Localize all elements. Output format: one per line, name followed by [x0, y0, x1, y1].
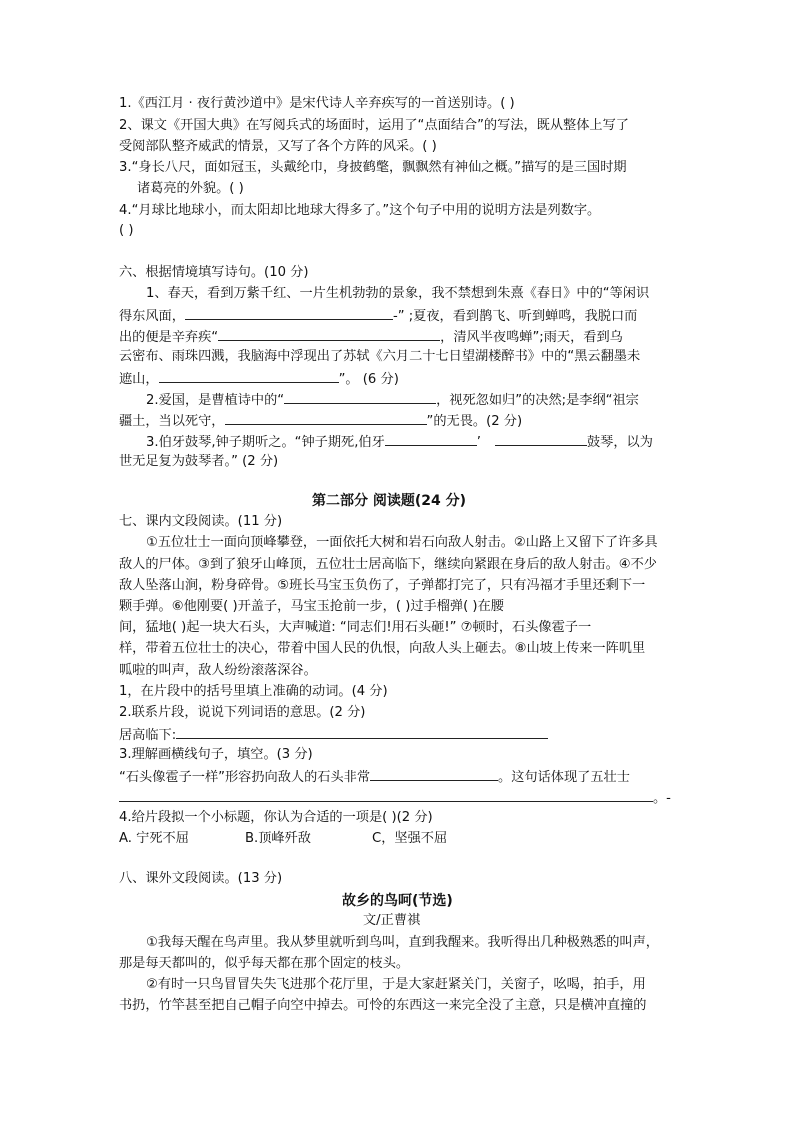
sec7-passage-line2: 敌人的尸体。③到了狼牙山峰顶，五位壮士居高临下，继续向紧跟在身后的敌人射击。④不少: [119, 557, 657, 572]
sec7-question2: 2.联系片段，说说下列词语的意思。(2 分): [119, 705, 366, 720]
section7-heading: 七、课内文段阅读。(11 分): [119, 514, 283, 529]
sec6-p1-line5: 遮山， ”。 (6 分): [119, 368, 399, 390]
sec7-question4: 4.给片段拟一个小标题，你认为合适的一项是( )(2 分): [119, 810, 433, 825]
sec7-passage-line4: 颗手弹。⑥他刚要( )开盖子，马宝玉抢前一步，( )过手榴弹( )在腰: [119, 599, 504, 614]
article-author: 文/正曹祺: [363, 913, 421, 928]
answer-blank[interactable]: [495, 431, 587, 446]
option-a[interactable]: A. 宁死不屈: [119, 831, 189, 846]
article-title: 故乡的鸟呵(节选): [342, 893, 453, 909]
article-line1: ①我每天醒在鸟声里。我从梦里就听到鸟叫，直到我醒来。我听得出几种极熟悉的叫声，: [146, 935, 659, 950]
article-line3: ②有时一只鸟冒冒失失飞进那个花厅里，于是大家赶紧关门，关窗子，吆喝，拍手，用: [146, 977, 646, 992]
answer-blank[interactable]: [370, 766, 498, 781]
judge-q4-line1: 4.“月球比地球小，而太阳却比地球大得多了。”这个句子中用的说明方法是列数字。: [119, 203, 601, 218]
sec7-passage-line3: 敌人坠落山涧，粉身碎骨。⑤班长马宝玉负伤了，子弹都打完了，只有冯福才手里还剩下一: [119, 578, 646, 593]
answer-blank[interactable]: [159, 368, 339, 383]
sec7-q2-word: 居高临下:: [119, 724, 548, 746]
part2-title: 第二部分 阅读题(24 分): [312, 493, 467, 509]
sec6-p1-line2: 得东风面， -” ;夏夜，看到鹊飞、听到蝉鸣，我脱口而: [119, 305, 637, 327]
option-c[interactable]: C，坚强不屈: [372, 831, 448, 846]
judge-q3-line2: 诸葛亮的外貌。( ): [137, 181, 244, 196]
judge-q2-line1: 2、课文《开国大典》在写阅兵式的场面时，运用了“点面结合”的写法，既从整体上写了: [119, 118, 629, 133]
sec6-p1-line1: 1、春天，看到万紫千红、一片生机勃勃的景象，我不禁想到朱熹《春日》中的“等闲识: [146, 286, 650, 301]
answer-blank[interactable]: [385, 431, 477, 446]
section6-heading: 六、根据情境填写诗句。(10 分): [119, 265, 309, 280]
sec7-passage-line6: 样，带着五位壮士的决心，带着中国人民的仇恨，向敌人头上砸去。⑧山坡上传来一阵叽里: [119, 641, 646, 656]
sec6-p2-line1: 2.爱国，是曹植诗中的“ ，视死忽如归”的决然;是李纲“祖宗: [146, 389, 639, 411]
article-line2: 那是每天都叫的，似乎每天都在那个固定的枝头。: [119, 956, 410, 971]
answer-blank[interactable]: [176, 724, 548, 739]
answer-blank[interactable]: [185, 305, 393, 320]
sec7-passage-line7: 呱啦的叫声，敌人纷纷滚落深谷。: [119, 663, 317, 678]
section8-heading: 八、课外文段阅读。(13 分): [119, 871, 283, 886]
judge-q4-line2: ( ): [119, 223, 134, 238]
sec7-passage-line1: ①五位壮士一面向顶峰攀登，一面依托大树和岩石向敌人射击。②山路上又留下了许多具: [146, 535, 658, 550]
answer-blank[interactable]: [218, 326, 440, 341]
sec7-question1: 1，在片段中的括号里填上准确的动词。(4 分): [119, 684, 388, 699]
article-line4: 书扔，竹竿甚至把自己帽子向空中掉去。可怜的东西这一来完全没了主意，只是横冲直撞的: [119, 998, 647, 1013]
option-b[interactable]: B.顶峰歼敌: [245, 831, 311, 846]
sec7-q3-line2: 。-: [119, 787, 671, 809]
sec6-p1-line3: 出的便是辛弃疾“ ，清风半夜鸣蝉”;雨天，看到乌: [119, 326, 623, 348]
sec6-p2-line2: 疆土，当以死守， ”的无畏。(2 分): [119, 410, 522, 432]
sec6-p1-line4: 云密布、雨珠四溅，我脑海中浮现出了苏轼《六月二十七日望湖楼醉书》中的“黑云翻墨未: [119, 349, 641, 364]
judge-q3-line1: 3.“身长八尺，面如冠玉，头戴纶巾，身披鹤氅，飘飘然有神仙之概。”描写的是三国时期: [119, 160, 627, 175]
sec6-p3-line1: 3.伯牙鼓琴,钟子期听之。“钟子期死,伯牙 ’ 鼓琴，以为: [146, 431, 653, 453]
sec6-p3-line2: 世无足复为鼓琴者。” (2 分): [119, 454, 279, 469]
answer-blank[interactable]: [119, 787, 653, 802]
sec7-q3-line1: “石头像雹子一样”形容扔向敌人的石头非常 。这句话体现了五壮士: [119, 766, 630, 788]
sec7-question3: 3.理解画横线句子，填空。(3 分): [119, 747, 313, 762]
answer-blank[interactable]: [284, 389, 436, 404]
answer-blank[interactable]: [225, 410, 427, 425]
judge-q2-line2: 受阅部队整齐威武的情景，又写了各个方阵的风采。( ): [119, 139, 437, 154]
sec7-passage-line5: 间，猛地( )起一块大石头，大声喊道: “同志们!用石头砸!” ⑦顿时，石头像雹子一: [119, 620, 592, 635]
judge-q1: 1.《西江月 · 夜行黄沙道中》是宋代诗人辛弃疾写的一首送别诗。( ): [119, 96, 515, 111]
